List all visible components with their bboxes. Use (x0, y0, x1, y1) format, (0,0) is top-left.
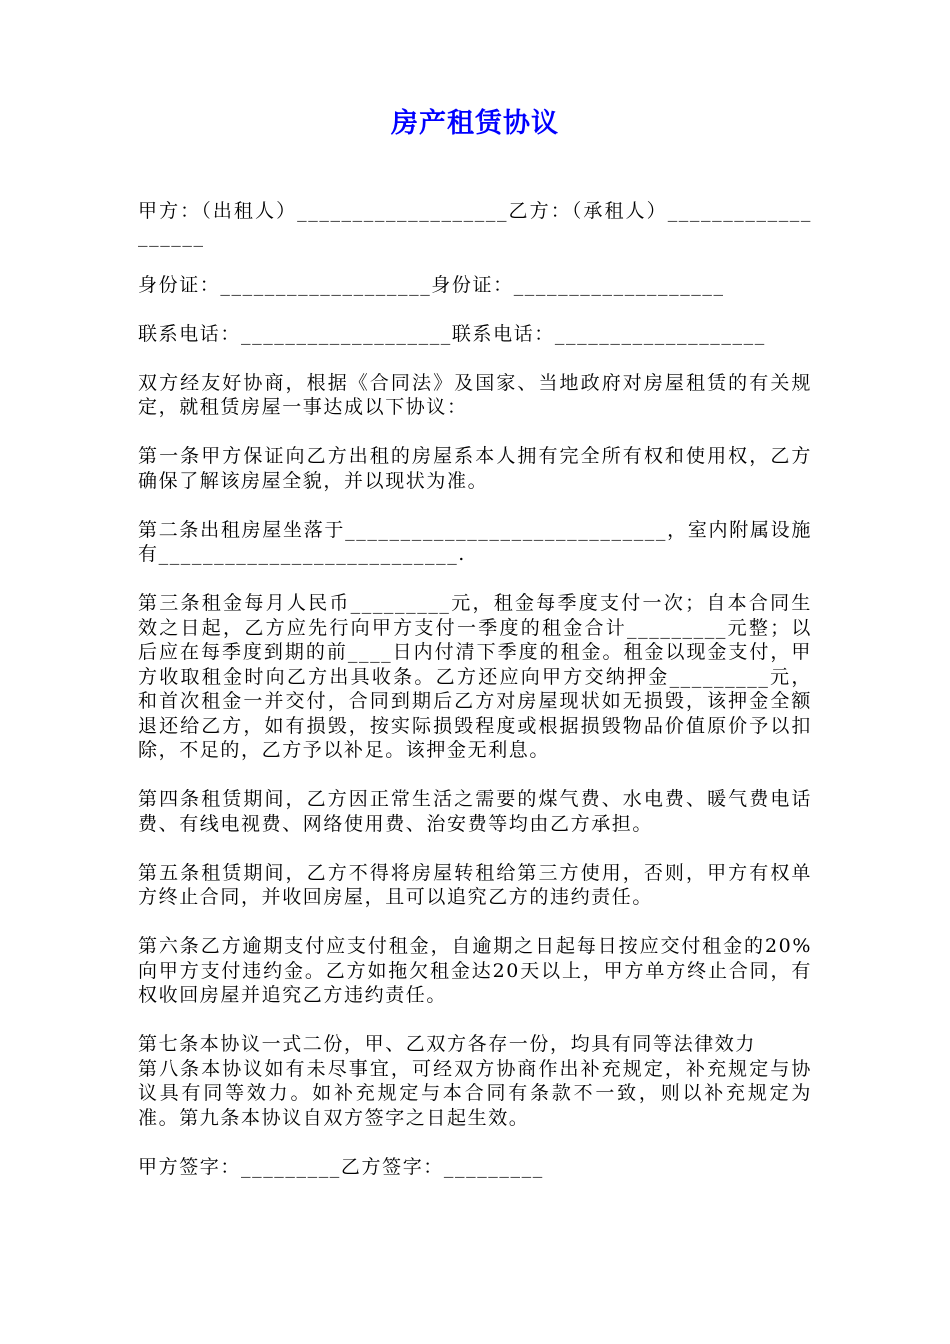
preamble-paragraph: 双方经友好协商，根据《合同法》及国家、当地政府对房屋租赁的有关规定，就租赁房屋一事达成以下协议： (138, 371, 812, 418)
document-title: 房产租赁协议 (391, 108, 559, 139)
id-card-line: 身份证：___________________身份证：___________________ (138, 273, 725, 296)
signature-line: 甲方签字：_________乙方签字：_________ (138, 1155, 544, 1178)
article-1: 第一条甲方保证向乙方出租的房屋系本人拥有完全所有权和使用权，乙方确保了解该房屋全貌，并以现状为准。 (138, 445, 812, 492)
article-3: 第三条租金每月人民币_________元，租金每季度支付一次；自本合同生效之日起，乙方应先行向甲方支付一季度的租金合计_________元整；以后应在每季度到期的前____日内付清下季度的租金。租金以现金支付，甲方收取租金时向乙方出具收条。乙方还应向甲方交纳押金_________元，和首次租金一并交付，合同到期后乙方对房屋现状如无损毁，该押金全额退还给乙方，如有损毁，按实际损毁程度或根据损毁物品价值原价予以扣除，不足的，乙方予以补足。该押金无利息。 (138, 592, 812, 761)
article-5: 第五条租赁期间，乙方不得将房屋转租给第三方使用，否则，甲方有权单方终止合同，并收回房屋，且可以追究乙方的违约责任。 (138, 861, 812, 908)
phone-line: 联系电话：___________________联系电话：___________________ (138, 322, 766, 345)
article-7: 第七条本协议一式二份，甲、乙双方各存一份，均具有同等法律效力 (138, 1033, 757, 1055)
article-2: 第二条出租房屋坐落于_____________________________，室内附属设施有___________________________. (138, 518, 812, 565)
article-4: 第四条租赁期间，乙方因正常生活之需要的煤气费、水电费、暖气费电话费、有线电视费、网络使用费、治安费等均由乙方承担。 (138, 788, 812, 835)
article-6: 第六条乙方逾期支付应支付租金，自逾期之日起每日按应交付租金的20%向甲方支付违约金。乙方如拖欠租金达20天以上，甲方单方终止合同，有权收回房屋并追究乙方违约责任。 (138, 935, 812, 1006)
article-8-9: 第八条本协议如有未尽事宜，可经双方协商作出补充规定，补充规定与协议具有同等效力。如补充规定与本合同有条款不一致，则以补充规定为准。第九条本协议自双方签字之日起生效。 (138, 1057, 812, 1129)
document-body (138, 199, 812, 1204)
parties-line: 甲方：（出租人）___________________乙方：（承租人）___________________ (138, 200, 812, 247)
